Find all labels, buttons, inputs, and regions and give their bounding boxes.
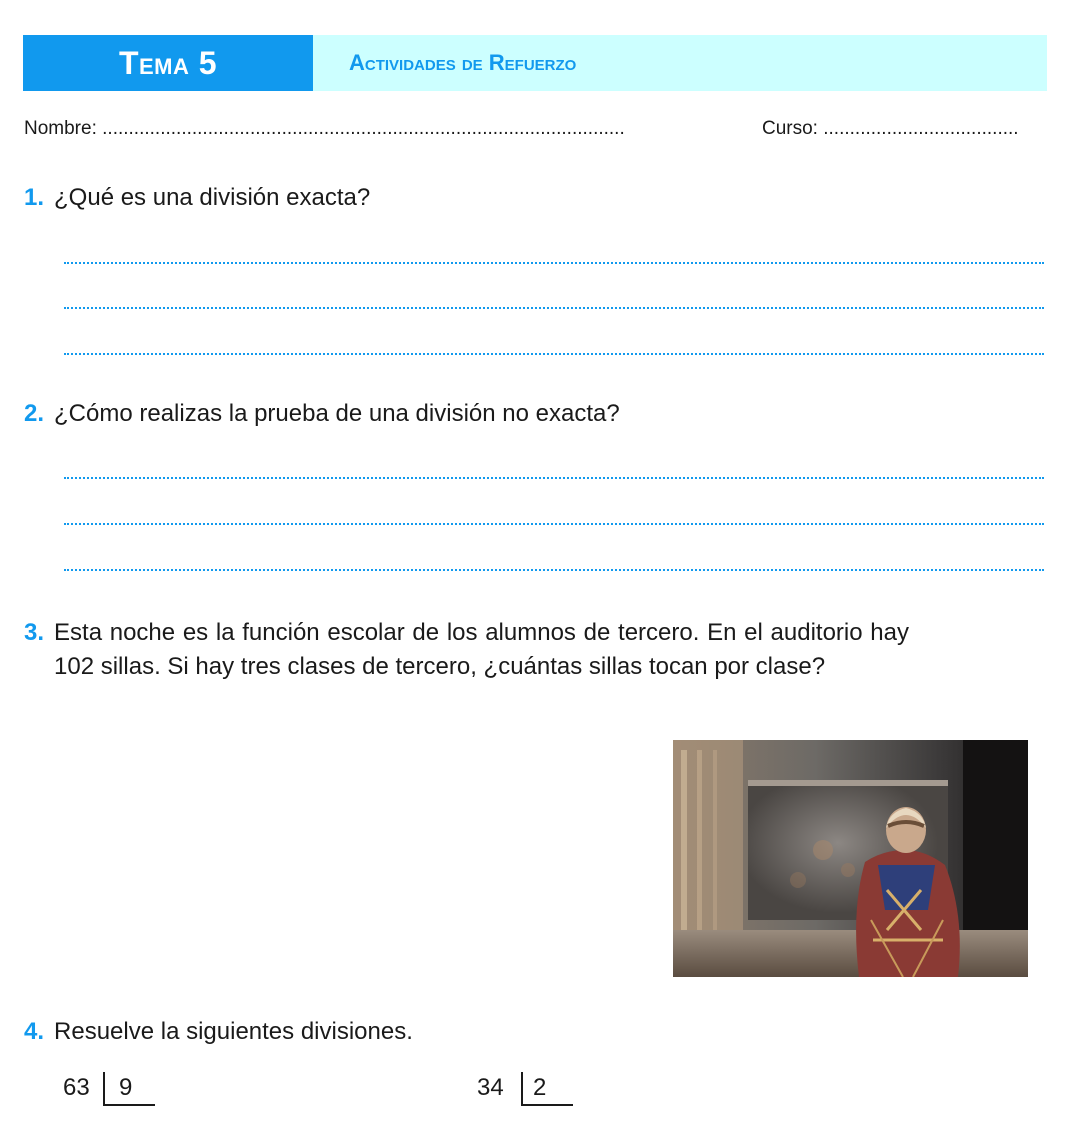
nombre-field[interactable]: Nombre: ................................................................................................... xyxy=(24,118,625,139)
answer-line[interactable] xyxy=(64,307,1044,309)
question-number: 2. xyxy=(24,400,45,427)
question-number: 1. xyxy=(24,184,45,211)
answer-line[interactable] xyxy=(64,353,1044,355)
question-text: ¿Cómo realizas la prueba de una división no exacta? xyxy=(54,400,620,427)
question-4 xyxy=(24,1018,413,1046)
answer-line[interactable] xyxy=(64,262,1044,264)
answer-line[interactable] xyxy=(64,477,1044,479)
section-subtitle: Actividades de Refuerzo xyxy=(313,35,1047,91)
division-bracket xyxy=(521,1072,573,1106)
answer-line[interactable] xyxy=(64,523,1044,525)
division-problem xyxy=(63,1074,163,1114)
photo-illustration xyxy=(673,740,1028,977)
question-number: 4. xyxy=(24,1018,45,1045)
tema-title: Tema 5 xyxy=(23,35,313,91)
theater-stage-photo xyxy=(673,740,1028,977)
question-number: 3. xyxy=(24,619,45,646)
divisor: 2 xyxy=(533,1074,547,1101)
division-problem xyxy=(477,1074,577,1114)
dividend: 34 xyxy=(477,1074,504,1101)
curso-field[interactable]: Curso: ..................................... xyxy=(762,118,1019,139)
worksheet-header xyxy=(23,35,1047,91)
dividend: 63 xyxy=(63,1074,90,1101)
divisor: 9 xyxy=(119,1074,133,1101)
question-text: ¿Qué es una división exacta? xyxy=(54,184,371,211)
answer-line[interactable] xyxy=(64,569,1044,571)
question-3 xyxy=(24,616,909,684)
question-text: Esta noche es la función escolar de los alumnos de tercero. En el auditorio hay 102 sillas. Si hay tres clases de tercero, ¿cuántas sillas tocan por clase? xyxy=(54,619,909,680)
question-1 xyxy=(24,184,370,212)
question-text: Resuelve la siguientes divisiones. xyxy=(54,1018,413,1045)
question-2 xyxy=(24,400,620,428)
